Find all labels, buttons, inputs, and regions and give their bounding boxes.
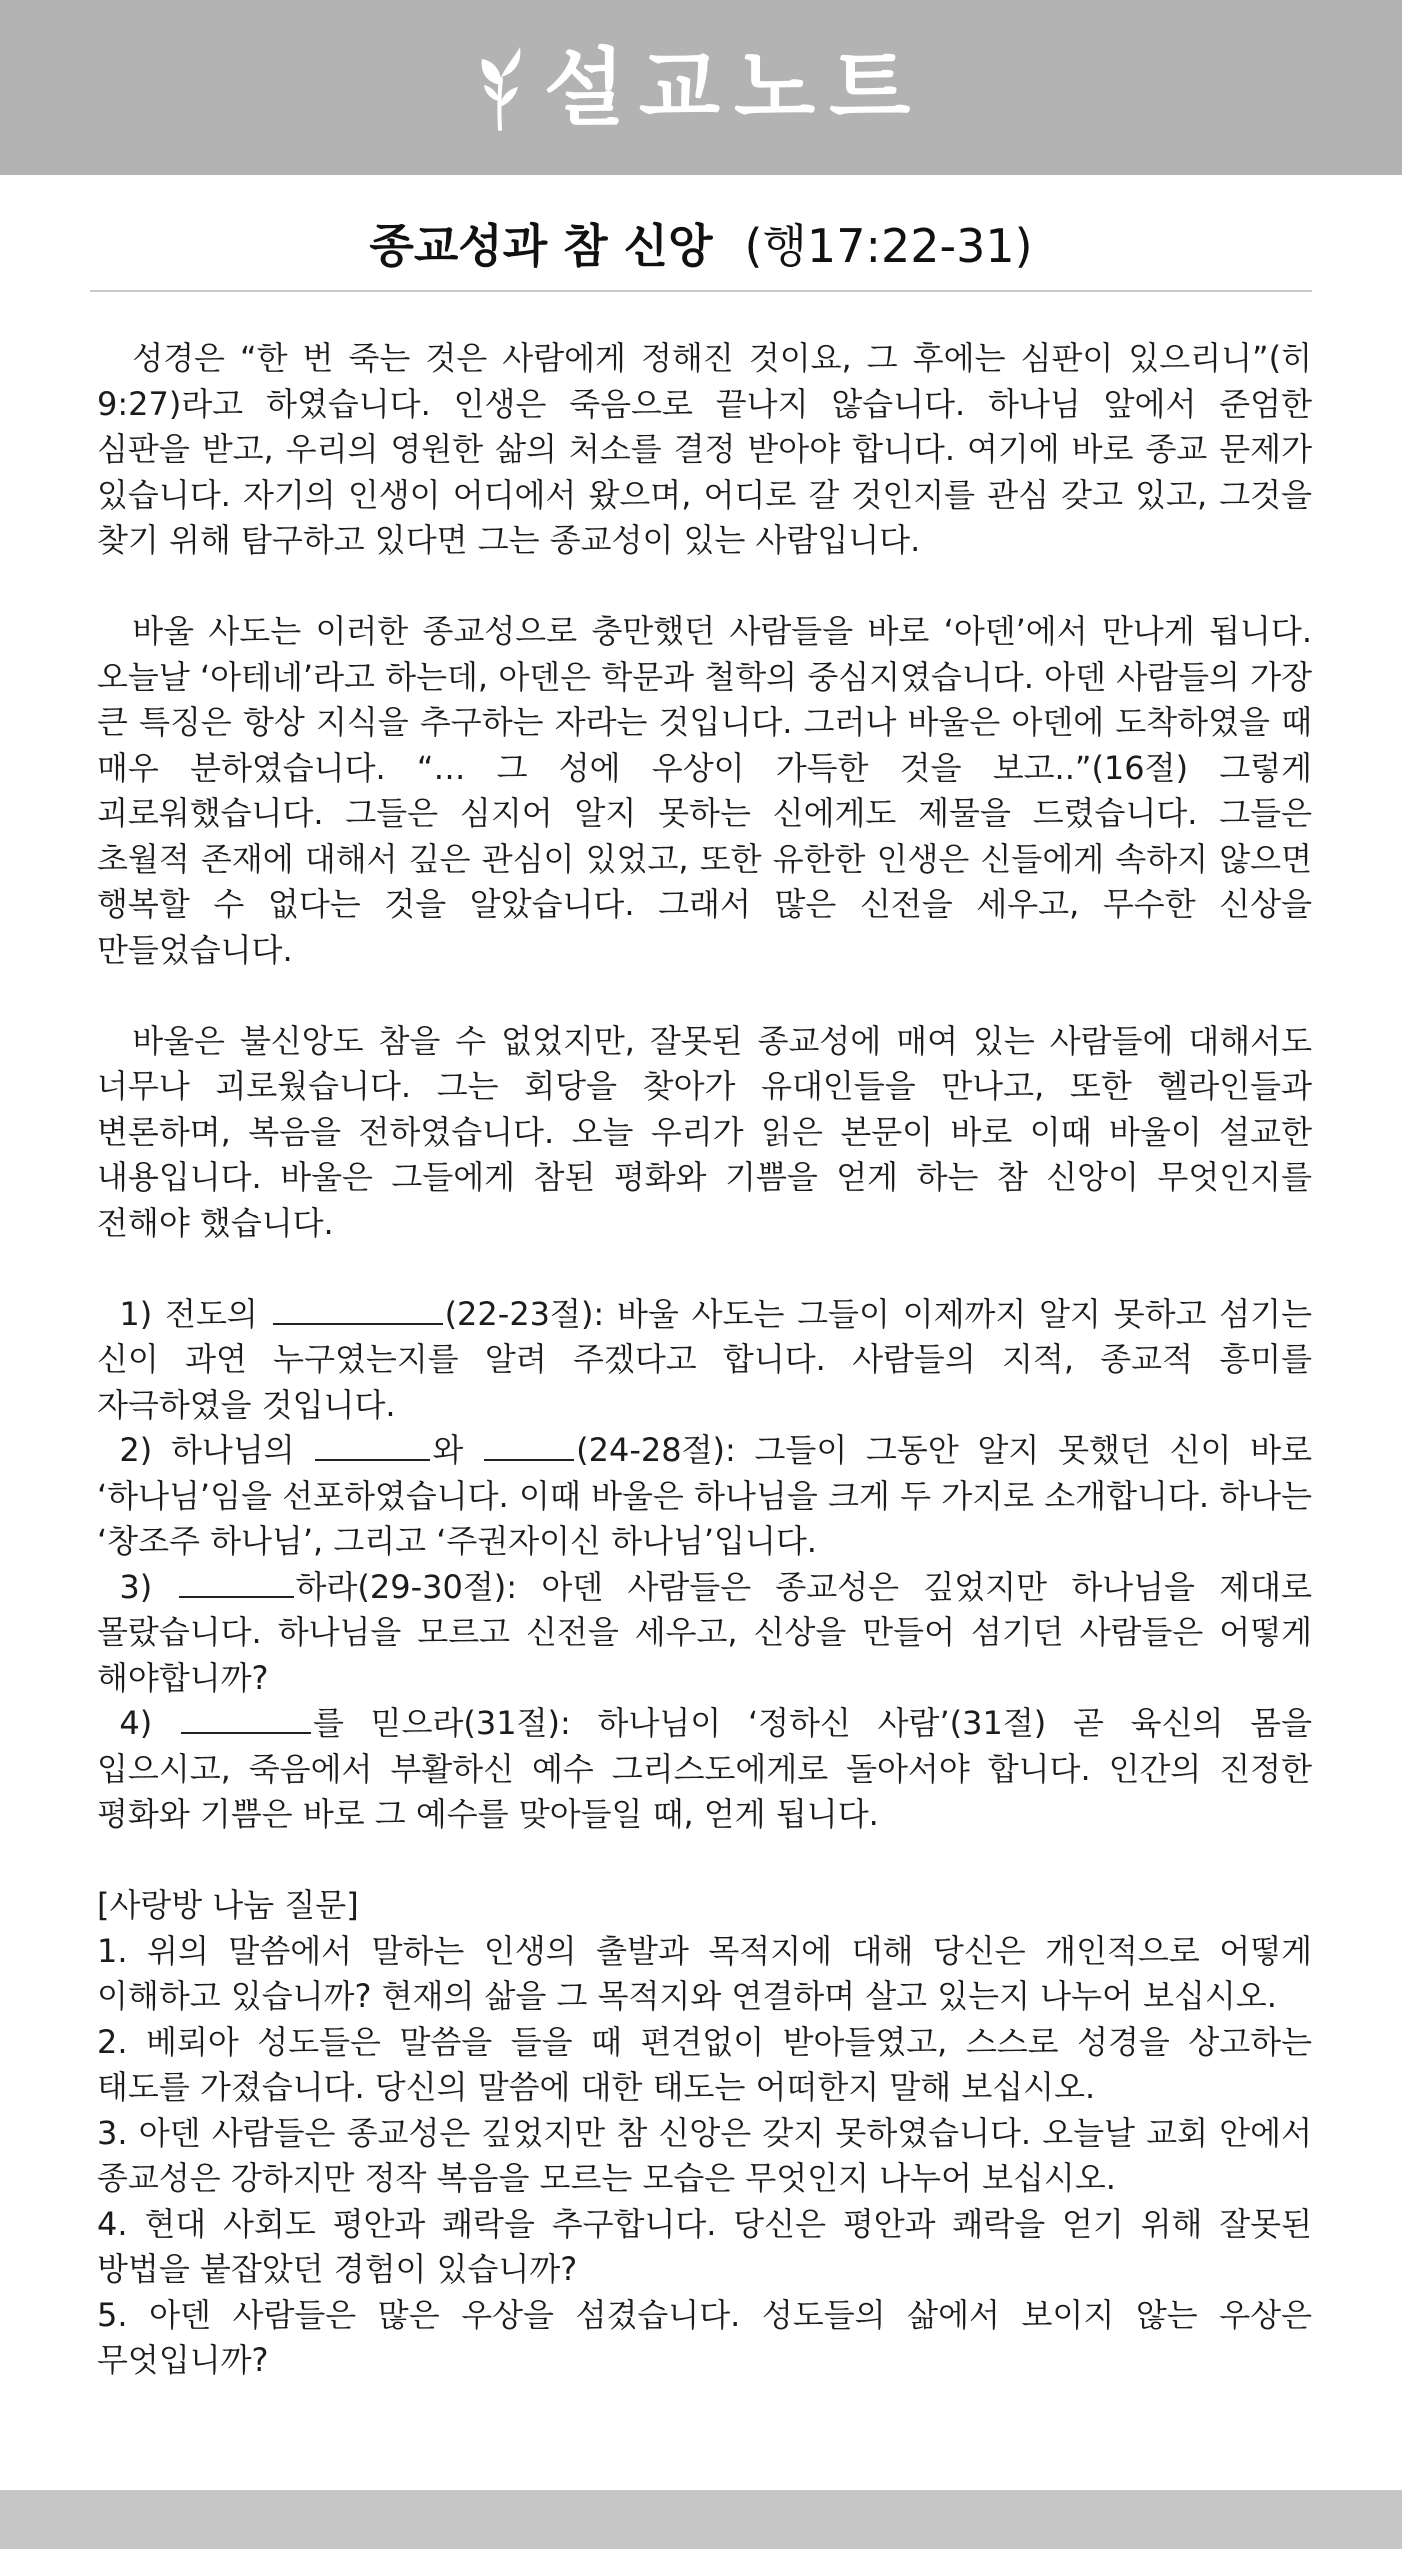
discussion-question: 2. 베뢰아 성도들은 말씀을 들을 때 편견없이 받아들였고, 스스로 성경을 상고하는 태도를 가졌습니다. 당신의 말씀에 대한 태도는 어떠한지 말해 보십시오.: [97, 2022, 1312, 2106]
body-paragraph: 성경은 “한 번 죽는 것은 사람에게 정해진 것이요, 그 후에는 심판이 있으리니”(히 9:27)라고 하였습니다. 인생은 죽음으로 끝나지 않습니다. 하나님 앞에서 준엄한 심판을 받고, 우리의 영원한 삶의 처소를 결정 받아야 합니다. 여기에 바로 종교 문제가 있습니다. 자기의 인생이 어디에서 왔으며, 어디로 갈 것인지를 관심 갖고 있고, 그것을 찾기 위해 탐구하고 있다면 그는 종교성이 있는 사람입니다.: [97, 339, 1312, 559]
header-banner: [0, 0, 1402, 175]
point-number: 3): [119, 1567, 153, 1606]
point-connector: 와: [432, 1431, 464, 1469]
body-paragraph: 바울 사도는 이러한 종교성으로 충만했던 사람들을 바로 ‘아덴’에서 만나게 됩니다. 오늘날 ‘아테네’라고 하는데, 아덴은 학문과 철학의 중심지였습니다. 아덴 사람들의 가장 큰 특징은 항상 지식을 추구하는 자라는 것입니다. 그러나 바울은 아덴에 도착하였을 때 매우 분하였습니다. “… 그 성에 우상이 가득한 것을 보고..”(16절) 그렇게 괴로워했습니다. 그들은 심지어 알지 못하는 신에게도 제물을 드렸습니다. 그들은 초월적 존재에 대해서 깊은 관심이 있었고, 또한 유한한 인생은 신들에게 속하지 않으면 행복할 수 없다는 것을 알았습니다. 그래서 많은 신전을 세우고, 무수한 신상을 만들었습니다.: [97, 612, 1312, 969]
fill-in-blank[interactable]: [181, 1702, 311, 1734]
sermon-point-3: [97, 1565, 1312, 1702]
header-brand: [478, 38, 925, 137]
point-number: 1) 전도의: [119, 1294, 258, 1333]
spacer: [97, 973, 1312, 1019]
point-number: 4): [119, 1704, 153, 1742]
sermon-point-2: [97, 1428, 1312, 1565]
fill-in-blank[interactable]: [484, 1429, 574, 1461]
point-number: 2) 하나님의: [119, 1431, 295, 1469]
header-title: 설교노트: [543, 38, 925, 137]
discussion-question: 4. 현대 사회도 평안과 쾌락을 추구합니다. 당신은 평안과 쾌락을 얻기 위해 잘못된 방법을 붙잡았던 경험이 있습니까?: [97, 2204, 1312, 2288]
point-text: 를 믿으라(31절): 하나님이 ‘정하신 사람’(31절) 곧 육신의 몸을 입으시고, 죽음에서 부활하신 예수 그리스도에게로 돌아서야 합니다. 인간의 진정한 평화와 기쁨은 바로 그 예수를 맞아들일 때, 얻게 됩니다.: [97, 1704, 1312, 1833]
sermon-title: [90, 212, 1312, 280]
point-text: 하라(29-30절): 아덴 사람들은 종교성은 깊었지만 하나님을 제대로 몰랐습니다. 하나님을 모르고 신전을 세우고, 신상을 만들어 섬기던 사람들은 어떻게 해야합니까?: [97, 1567, 1313, 1697]
discussion-question: 3. 아덴 사람들은 종교성은 깊었지만 참 신앙은 갖지 못하였습니다. 오늘날 교회 안에서 종교성은 강하지만 정작 복음을 모르는 모습은 무엇인지 나누어 보십시오.: [97, 2113, 1312, 2197]
fill-in-blank[interactable]: [179, 1566, 294, 1598]
point-text: (22-23절): 바울 사도는 그들이 이제까지 알지 못하고 섬기는 신이 과연 누구였는지를 알려 주겠다고 합니다. 사람들의 지적, 종교적 흥미를 자극하였을 것입니다.: [97, 1294, 1312, 1424]
fill-in-blank[interactable]: [315, 1429, 430, 1461]
sermon-title-text: 종교성과 참 신앙: [369, 219, 713, 273]
sermon-point-1: [97, 1292, 1312, 1429]
body-paragraph: 바울은 불신앙도 참을 수 없었지만, 잘못된 종교성에 매여 있는 사람들에 대해서도 너무나 괴로웠습니다. 그는 회당을 찾아가 유대인들을 만나고, 또한 헬라인들과 변론하며, 복음을 전하였습니다. 오늘 우리가 읽은 본문이 바로 이때 바울이 설교한 내용입니다. 바울은 그들에게 참된 평화와 기쁨을 얻게 하는 참 신앙이 무엇인지를 전해야 했습니다.: [97, 1021, 1312, 1242]
spacer: [97, 1838, 1312, 1884]
sprout-leaf-icon: [478, 45, 522, 131]
footer-bar: [0, 2490, 1402, 2549]
fill-in-blank[interactable]: [273, 1293, 443, 1325]
discussion-question: 1. 위의 말씀에서 말하는 인생의 출발과 목적지에 대해 당신은 개인적으로 어떻게 이해하고 있습니까? 현재의 삶을 그 목적지와 연결하며 살고 있는지 나누어 보십시오.: [97, 1931, 1312, 2015]
spacer: [97, 1246, 1312, 1292]
sermon-point-4: [97, 1701, 1312, 1838]
discussion-heading: [사랑방 나눔 질문]: [97, 1886, 359, 1924]
spacer: [97, 564, 1312, 610]
sermon-body: [97, 336, 1312, 2384]
discussion-question: 5. 아덴 사람들은 많은 우상을 섬겼습니다. 성도들의 삶에서 보이지 않는 우상은 무엇입니까?: [97, 2295, 1312, 2379]
point-text: (24-28절): 그들이 그동안 알지 못했던 신이 바로 ‘하나님’임을 선포하였습니다. 이때 바울은 하나님을 크게 두 가지로 소개합니다. 하나는 ‘창조주 하나님’, 그리고 ‘주권자이신 하나님’입니다.: [97, 1431, 1313, 1560]
scripture-reference: (행17:22-31): [744, 219, 1033, 273]
title-divider: [90, 290, 1312, 292]
